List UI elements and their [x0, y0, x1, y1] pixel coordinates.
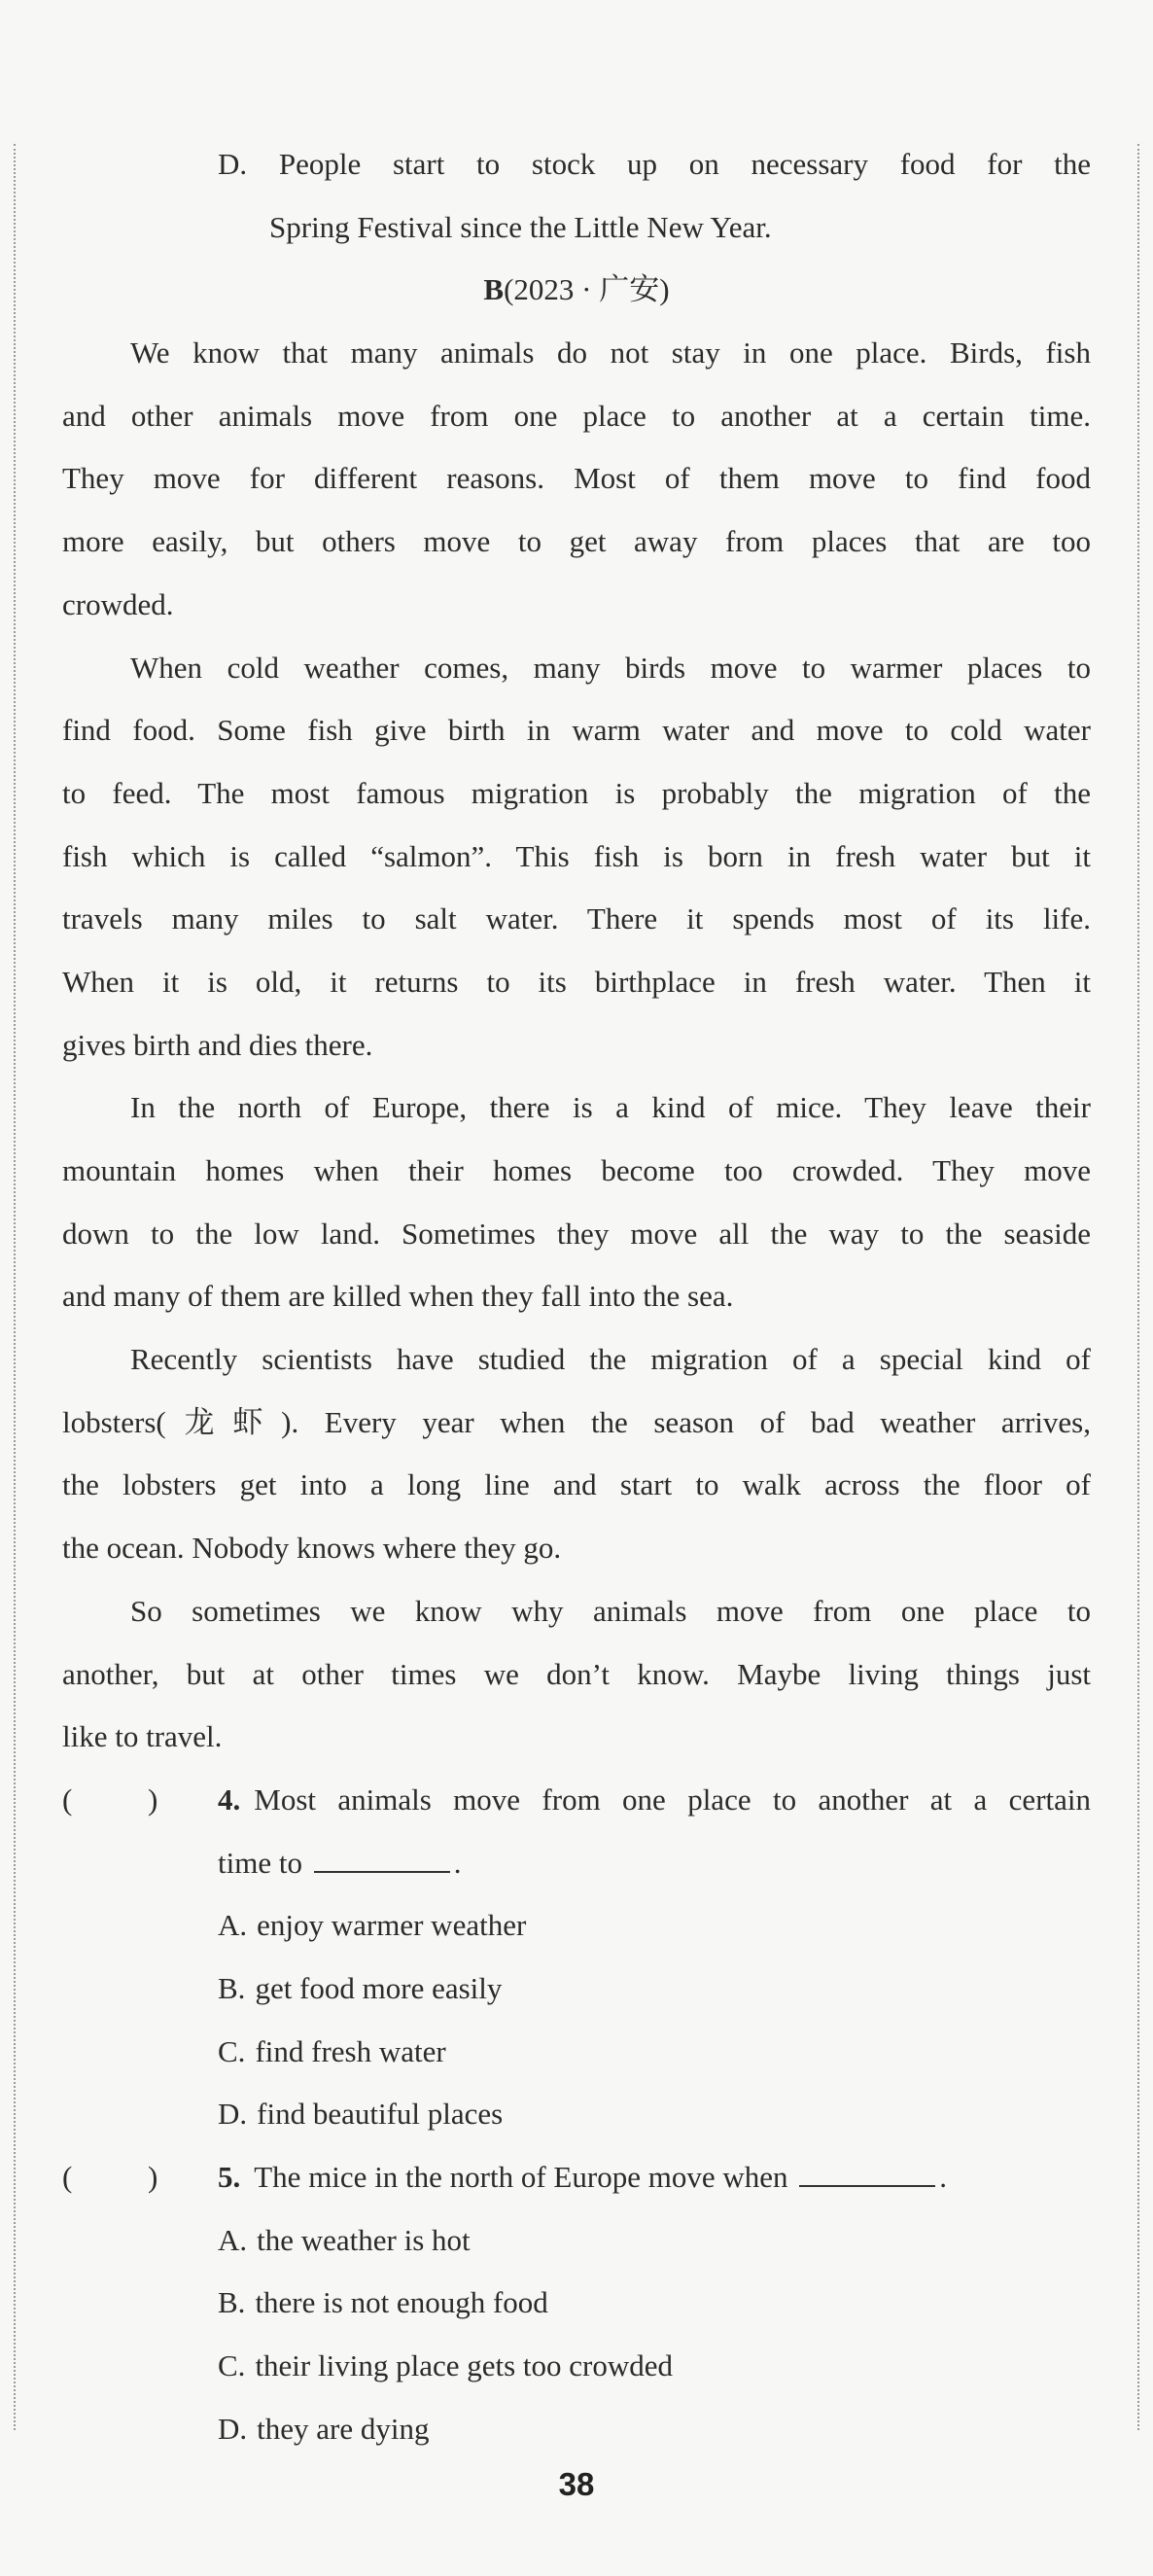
question-4-option-a[interactable]: A. enjoy warmer weather [218, 1908, 527, 1943]
passage-line: another, but at other times we don’t know. Maybe living things just [62, 1656, 1091, 1691]
passage-line: fish which is called “salmon”. This fish is born in fresh water but it [62, 838, 1091, 873]
right-margin-dotted-line [1137, 144, 1139, 2430]
passage-line: gives birth and dies there. [62, 1027, 373, 1062]
answer-blank [799, 2160, 935, 2187]
passage-line: When it is old, it returns to its birthplace in fresh water. Then it [62, 964, 1091, 999]
section-label: B [483, 272, 505, 307]
question-5-option-c[interactable]: C. their living place gets too crowded [218, 2348, 674, 2383]
question-4-stem-line2: time to . [218, 1845, 462, 1880]
passage-line: In the north of Europe, there is a kind of mice. They leave their [130, 1090, 1091, 1125]
page-number: 38 [558, 2466, 595, 2502]
passage-line: lobsters(龙虾). Every year when the season of bad weather arrives, [62, 1404, 1091, 1439]
question-number: 4. [218, 1782, 241, 1817]
passage-line: find food. Some fish give birth in warm water and move to cold water [62, 713, 1091, 748]
answer-parentheses[interactable]: ( ) [62, 2160, 158, 2194]
question-5 [62, 2146, 1091, 2460]
question-5-option-b[interactable]: B. there is not enough food [218, 2285, 548, 2320]
question-5-option-a[interactable]: A. the weather is hot [218, 2222, 471, 2257]
passage-line: to feed. The most famous migration is probably the migration of the [62, 775, 1091, 810]
section-header [62, 259, 1091, 322]
question-4-option-d[interactable]: D. find beautiful places [218, 2097, 504, 2132]
passage-line: the ocean. Nobody knows where they go. [62, 1531, 562, 1566]
passage-line: more easily, but others move to get away from places that are too [62, 524, 1091, 559]
passage-line: down to the low land. Sometimes they move all the way to the seaside [62, 1216, 1091, 1251]
passage-line: When cold weather comes, many birds move to warmer places to [130, 650, 1091, 685]
left-margin-dotted-line [14, 144, 16, 2430]
question-4-option-c[interactable]: C. find fresh water [218, 2033, 446, 2068]
question-text: Most animals move from one place to another at a certain [254, 1782, 1091, 1817]
passage-line: like to travel. [62, 1719, 223, 1754]
reading-passage [62, 322, 1091, 1769]
passage-line: We know that many animals do not stay in one place. Birds, fish [130, 335, 1091, 371]
question-4-option-b[interactable]: B. get food more easily [218, 1970, 503, 2005]
passage-line: and other animals move from one place to another at a certain time. [62, 398, 1091, 433]
question-5-stem [62, 2146, 1091, 2209]
section-source: (2023 · 广安) [504, 272, 670, 307]
passage-line: and many of them are killed when they fall into the sea. [62, 1279, 734, 1314]
prev-option-d-line1: D. People start to stock up on necessary food for the [218, 147, 1091, 181]
prev-option-d-line2: Spring Festival since the Little New Year. [269, 209, 772, 244]
question-number: 5. [218, 2160, 241, 2194]
question-text: The mice in the north of Europe move when . [254, 2160, 947, 2194]
passage-line: They move for different reasons. Most of them move to find food [62, 461, 1091, 496]
question-4-stem [62, 1769, 1091, 1832]
question-4 [62, 1769, 1091, 2146]
question-5-option-d[interactable]: D. they are dying [218, 2411, 430, 2446]
page-content [62, 133, 1091, 2460]
passage-line: the lobsters get into a long line and start to walk across the floor of [62, 1467, 1091, 1502]
passage-line: So sometimes we know why animals move from one place to [130, 1593, 1091, 1628]
answer-parentheses[interactable]: ( ) [62, 1782, 158, 1817]
passage-line: mountain homes when their homes become too crowded. They move [62, 1153, 1091, 1187]
passage-line: travels many miles to salt water. There it spends most of its life. [62, 901, 1091, 936]
answer-blank [314, 1846, 450, 1873]
passage-line: crowded. [62, 586, 174, 621]
passage-line: Recently scientists have studied the migration of a special kind of [130, 1342, 1091, 1377]
